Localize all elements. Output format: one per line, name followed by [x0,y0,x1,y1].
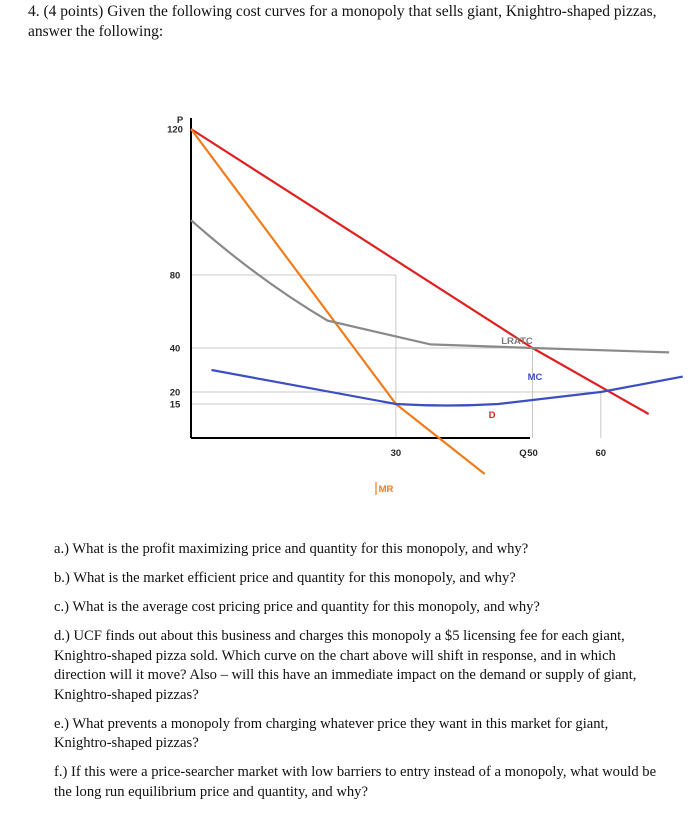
question-f: f.) If this were a price-searcher market with low barriers to entry instead of a monopoly, what would be the long run equilibrium price and quantity, and why? [54,764,657,800]
y-tick-label-3: 20 [169,387,181,399]
curve-label-mc: MC [527,372,543,383]
x-tick-label-2: 60 [595,448,607,459]
question-a: a.) What is the profit maximizing price and quantity for this monopoly, and why? [54,541,529,557]
x-tick-label-0: 30 [390,448,402,459]
curve-label-mr: MR [378,484,394,495]
curve-label-d: D [488,410,496,421]
y-tick-label-4: 15 [169,399,181,411]
curve-mc [211,370,682,406]
curve-mr [191,129,485,474]
curve-lratc [191,220,669,352]
question-b: b.) What is the market efficient price and quantity for this monopoly, and why? [54,570,516,586]
curve-label-lratc: LRATC [501,336,533,347]
y-tick-label-2: 40 [169,343,181,355]
question-c: c.) What is the average cost pricing price and quantity for this monopoly, and why? [54,599,540,615]
y-axis-label: P [176,115,184,126]
y-tick-label-0: 120 [167,124,183,136]
y-tick-label-1: 80 [169,270,181,282]
x-tick-label-1: 50 [527,448,538,459]
x-axis-label: Q [519,448,527,459]
question-e: e.) What prevents a monopoly from charging whatever price they want in this market for giant, Knightro-shaped pizzas? [54,715,609,751]
question-list [54,540,659,812]
curve-d [191,129,649,414]
question-intro: 4. (4 points) Given the following cost curves for a monopoly that sells giant, Knightro-shaped pizzas, answer the following: [28,3,657,40]
question-d: d.) UCF finds out about this business and charges this monopoly a $5 licensing fee for each giant, Knightro-shaped pizza sold. Which curve on the chart above will shift in response, and in which direction will it move? Also – will this have an immediate impact on the demand or supply of giant, Knightro-shaped pizzas? [54,628,637,703]
